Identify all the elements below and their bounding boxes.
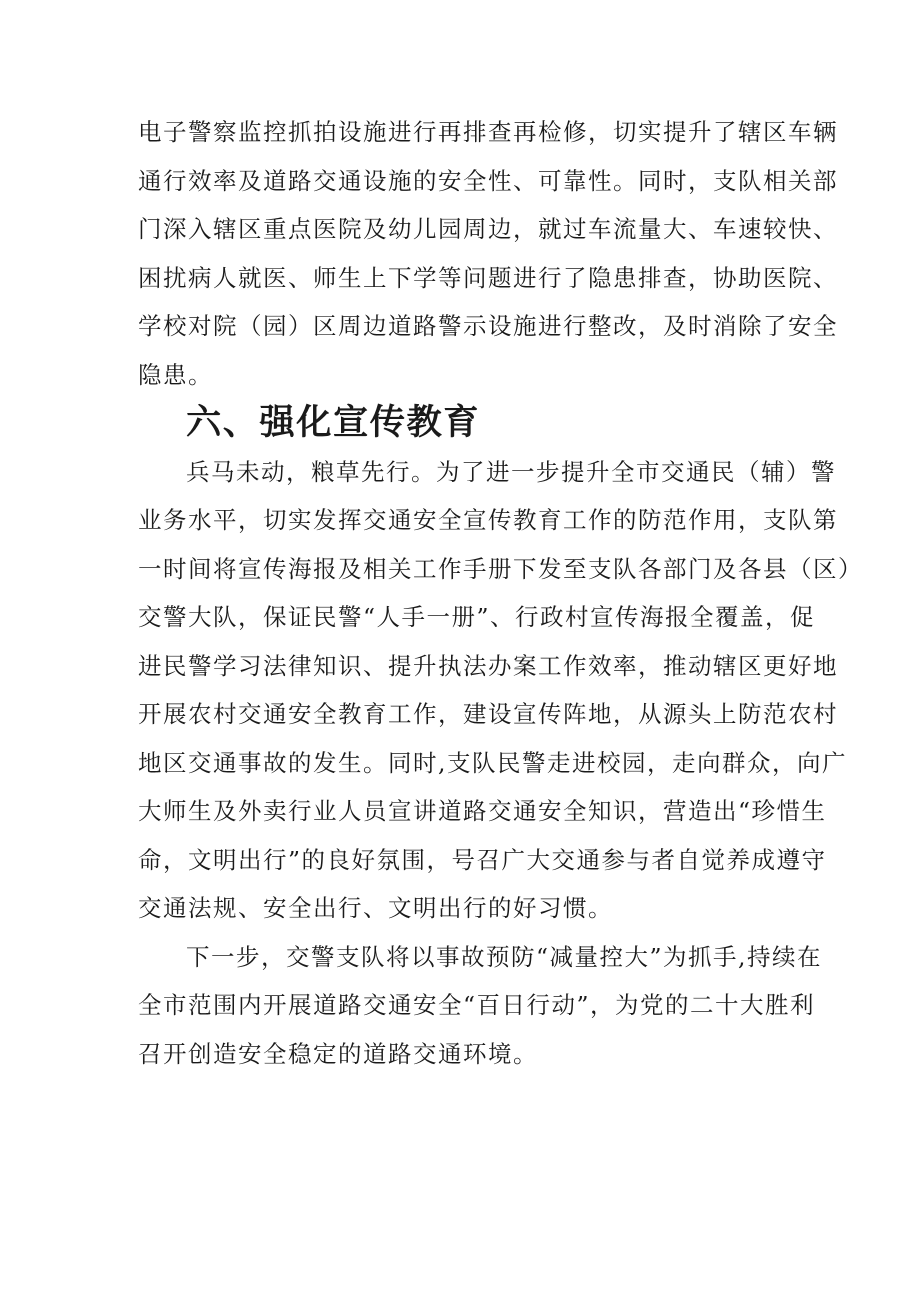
text-line: 召开创造安全稳定的道路交通环境。 [138,1039,538,1068]
text-line: 电子警察监控抓拍设施进行再排查再检修，切实提升了辖区车辆 [138,118,838,146]
text-line: 进民警学习法律知识、提升执法办案工作效率，推动辖区更好地 [138,651,838,680]
paragraph-facility-inspection [138,108,838,399]
text-line: 命，文明出行”的良好氛围，号召广大交通参与者自觉养成遵守 [138,845,827,874]
text-line: 业务水平，切实发挥交通安全宣传教育工作的防范作用，支队第 [138,506,838,534]
text-line: 大师生及外卖行业人员宣讲道路交通安全知识，营造出“珍惜生 [138,797,827,825]
paragraph-publicity-education [138,448,863,933]
paragraph-next-steps [138,933,822,1079]
text-line: 通行效率及道路交通设施的安全性、可靠性。同时，支队相关部 [138,166,838,195]
text-line: 地区交通事故的发生。同时,支队民警走进校园，走向群众，向广 [138,748,847,777]
text-line: 全市范围内开展道路交通安全“百日行动”，为党的二十大胜利 [138,991,816,1019]
text-line: 开展农村交通安全教育工作，建设宣传阵地，从源头上防范农村 [138,700,838,728]
text-line: 下一步，交警支队将以事故预防“减量控大”为抓手,持续在 [186,942,822,971]
text-line: 一时间将宣传海报及相关工作手册下发至支队各部门及各县（区） [138,554,863,583]
text-line: 交通法规、安全出行、文明出行的好习惯。 [138,894,613,922]
section-heading-publicity: 六、强化宣传教育 [186,402,480,443]
text-line: 隐患。 [138,360,213,389]
text-line: 兵马未动，粮草先行。为了进一步提升全市交通民（辅）警 [186,457,836,486]
text-line: 门深入辖区重点医院及幼儿园周边，就过车流量大、车速较快、 [138,215,838,243]
document-body [138,108,863,1078]
text-line: 学校对院（园）区周边道路警示设施进行整改，及时消除了安全 [138,312,838,340]
text-line: 困扰病人就医、师生上下学等问题进行了隐患排查，协助医院、 [138,263,838,292]
text-line: 交警大队，保证民警“人手一册”、行政村宣传海报全覆盖，促 [138,603,816,631]
